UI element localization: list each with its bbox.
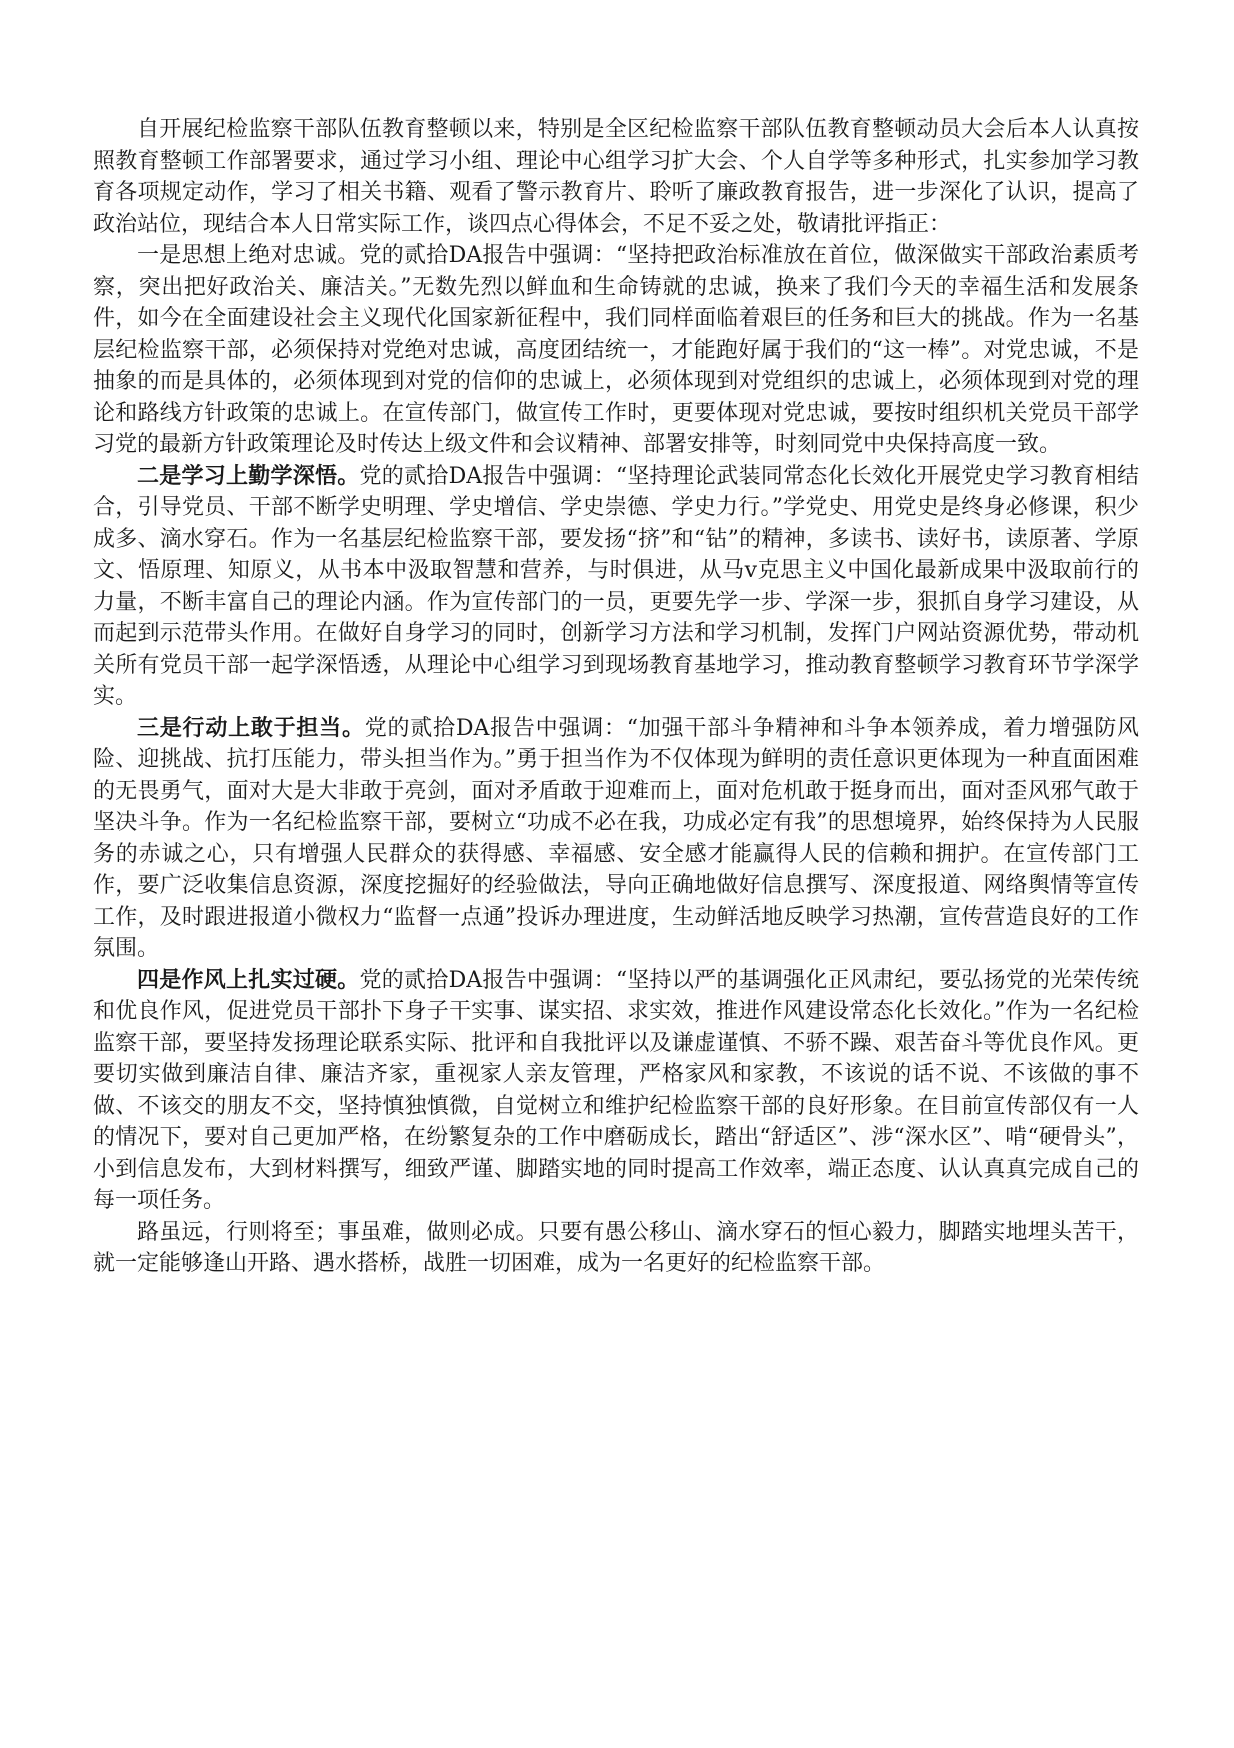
conclusion-paragraph: 路虽远，行则将至；事虽难，做则必成。只要有愚公移山、滴水穿石的恒心毅力，脚踏实地埋头苦干，就一定能够逢山开路、遇水搭桥，战胜一切困难，成为一名更好的纪检监察干部。 <box>93 1219 1139 1276</box>
point-heading-1: 一是思想上绝对忠诚。 <box>137 243 360 268</box>
point-heading-2: 二是学习上勤学深悟。 <box>137 462 360 489</box>
point-body-4: 党的贰拾DA报告中强调：“坚持以严的基调强化正风肃纪，要弘扬党的光荣传统和优良作风，促进党员干部扑下身子干实事、谋实招、求实效，推进作风建设常态化长效化。”作为一名纪检监察干部，要坚持发扬理论联系实际、批评和自我批评以及谦虚谨慎、不骄不躁、艰苦奋斗等优良作风。更要切实做到廉洁自律、廉洁齐家，重视家人亲友管理，严格家风和家教，不该说的话不说、不该做的事不做、不该交的朋友不交，坚持慎独慎微，自觉树立和维护纪检监察干部的良好形象。在目前宣传部仅有一人的情况下，要对自己更加严格，在纷繁复杂的工作中磨砺成长，踏出“舒适区”、涉“深水区”、啃“硬骨头”，小到信息发布，大到材料撰写，细致严谨、脚踏实地的同时提高工作效率，端正态度、认认真真完成自己的每一项任务。 <box>93 967 1139 1213</box>
point-body-3: 党的贰拾DA报告中强调：“加强干部斗争精神和斗争本领养成，着力增强防风险、迎挑战、抗打压能力，带头担当作为。”勇于担当作为不仅体现为鲜明的责任意识更体现为一种直面困难的无畏勇气，面对大是大非敢于亮剑，面对矛盾敢于迎难而上，面对危机敢于挺身而出，面对歪风邪气敢于坚决斗争。作为一名纪检监察干部，要树立“功成不必在我，功成必定有我”的思想境界，始终保持为人民服务的赤诚之心，只有增强人民群众的获得感、幸福感、安全感才能赢得人民的信赖和拥护。在宣传部门工作，要广泛收集信息资源，深度挖掘好的经验做法，导向正确地做好信息撰写、深度报道、网络舆情等宣传工作，及时跟进报道小微权力“监督一点通”投诉办理进度，生动鲜活地反映学习热潮，宣传营造良好的工作氛围。 <box>93 715 1139 961</box>
intro-paragraph: 自开展纪检监察干部队伍教育整顿以来，特别是全区纪检监察干部队伍教育整顿动员大会后本人认真按照教育整顿工作部署要求，通过学习小组、理论中心组学习扩大会、个人自学等多种形式，扎实参加学习教育各项规定动作，学习了相关书籍、观看了警示教育片、聆听了廉政教育报告，进一步深化了认识，提高了政治站位，现结合本人日常实际工作，谈四点心得体会，不足不妥之处，敬请批评指正： <box>93 117 1139 237</box>
point-body-1: 党的贰拾DA报告中强调：“坚持把政治标准放在首位，做深做实干部政治素质考察，突出把好政治关、廉洁关。”无数先烈以鲜血和生命铸就的忠诚，换来了我们今天的幸福生活和发展条件，如今在全面建设社会主义现代化国家新征程中，我们同样面临着艰巨的任务和巨大的挑战。作为一名基层纪检监察干部，必须保持对党绝对忠诚，高度团结统一，才能跑好属于我们的“这一棒”。对党忠诚，不是抽象的而是具体的，必须体现到对党的信仰的忠诚上，必须体现到对党组织的忠诚上，必须体现到对党的理论和路线方针政策的忠诚上。在宣传部门，做宣传工作时，更要体现对党忠诚，要按时组织机关党员干部学习党的最新方针政策理论及时传达上级文件和会议精神、部署安排等，时刻同党中央保持高度一致。 <box>93 243 1139 457</box>
point-heading-4: 四是作风上扎实过硬。 <box>137 966 360 993</box>
point-paragraph-1 <box>93 240 1139 461</box>
point-paragraph-2 <box>93 461 1139 713</box>
point-paragraph-3 <box>93 713 1139 965</box>
document-page <box>93 114 1139 1280</box>
point-body-2: 党的贰拾DA报告中强调：“坚持理论武装同常态化长效化开展党史学习教育相结合，引导党员、干部不断学史明理、学史增信、学史崇德、学史力行。”学党史、用党史是终身必修课，积少成多、滴水穿石。作为一名基层纪检监察干部，要发扬“挤”和“钻”的精神，多读书、读好书，读原著、学原文、悟原理、知原义，从书本中汲取智慧和营养，与时俱进，从马v克思主义中国化最新成果中汲取前行的力量，不断丰富自己的理论内涵。作为宣传部门的一员，更要先学一步、学深一步，狠抓自身学习建设，从而起到示范带头作用。在做好自身学习的同时，创新学习方法和学习机制，发挥门户网站资源优势，带动机关所有党员干部一起学深悟透，从理论中心组学习到现场教育基地学习，推动教育整顿学习教育环节学深学实。 <box>93 463 1139 709</box>
point-heading-3: 三是行动上敢于担当。 <box>137 714 365 741</box>
point-paragraph-4 <box>93 965 1139 1217</box>
